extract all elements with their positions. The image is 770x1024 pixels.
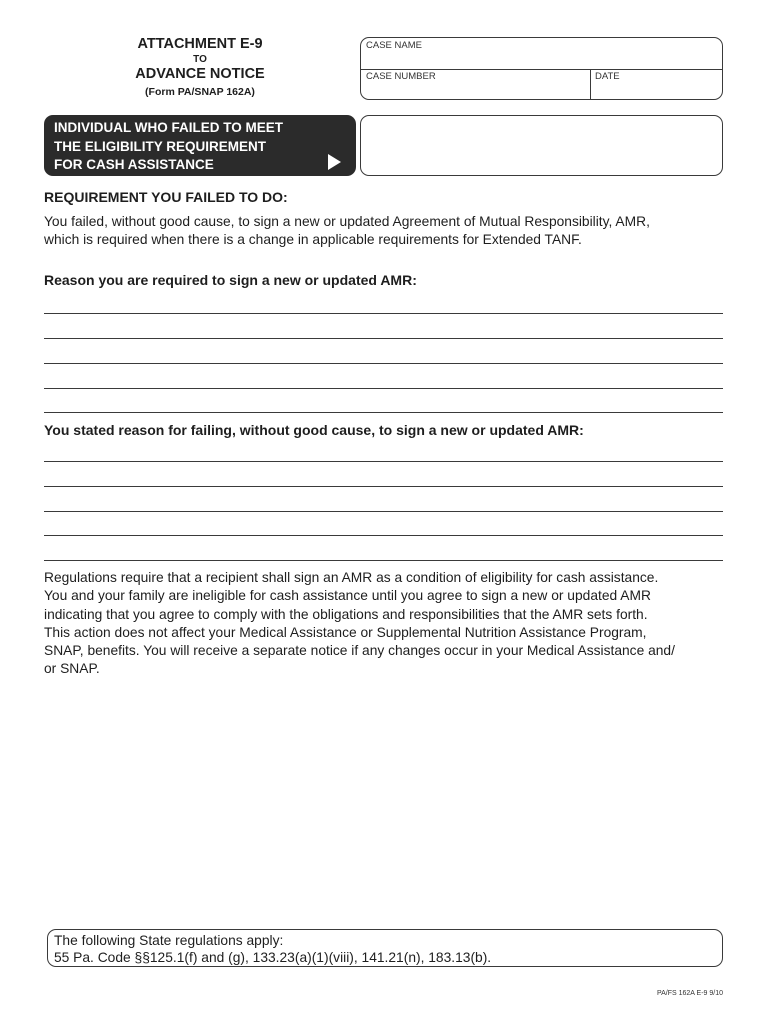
banner-line-2: THE ELIGIBILITY REQUIREMENT xyxy=(54,138,267,154)
state-regulations-line-2: 55 Pa. Code §§125.1(f) and (g), 133.23(a)(1)(viii), 141.21(n), 183.13(b). xyxy=(54,950,492,965)
stated-line-5 xyxy=(44,560,723,561)
play-arrow-icon xyxy=(328,154,341,170)
case-number-label: CASE NUMBER xyxy=(366,71,436,82)
reason-line-1 xyxy=(44,313,723,314)
regulations-line-4: This action does not affect your Medical Assistance or Supplemental Nutrition Assistance Program, xyxy=(44,624,647,640)
stated-line-4 xyxy=(44,535,723,536)
state-regulations-text xyxy=(54,932,491,966)
requirement-line-2: which is required when there is a change in applicable requirements for Extended TANF. xyxy=(44,232,582,248)
requirement-heading: REQUIREMENT YOU FAILED TO DO: xyxy=(44,189,288,205)
requirement-text xyxy=(44,213,734,250)
regulations-line-6: or SNAP. xyxy=(44,661,100,677)
stated-line-2 xyxy=(44,486,723,487)
case-box-divider xyxy=(361,69,722,70)
reason-line-4 xyxy=(44,388,723,389)
advance-notice-title: ADVANCE NOTICE xyxy=(135,66,265,82)
reason-line-3 xyxy=(44,363,723,364)
state-regulations-line-1: The following State regulations apply: xyxy=(54,933,284,948)
blank-entry-box xyxy=(360,115,723,176)
form-footer-code: PA/FS 162A E-9 9/10 xyxy=(656,990,723,997)
case-info-box xyxy=(360,37,723,100)
banner-line-3: FOR CASH ASSISTANCE xyxy=(54,157,214,172)
date-label: DATE xyxy=(595,71,620,82)
form-id: (Form PA/SNAP 162A) xyxy=(145,86,255,98)
requirement-line-1: You failed, without good cause, to sign a new or updated Agreement of Mutual Responsibility, AMR, xyxy=(44,214,650,229)
case-box-vertical-divider xyxy=(590,69,591,99)
reason-heading: Reason you are required to sign a new or updated AMR: xyxy=(44,272,417,288)
banner-text xyxy=(54,119,283,175)
regulations-line-2: You and your family are ineligible for cash assistance until you agree to sign a new or updated AMR xyxy=(44,588,651,604)
case-name-label: CASE NAME xyxy=(366,40,422,51)
regulations-line-1: Regulations require that a recipient shall sign an AMR as a condition of eligibility for cash assistance. xyxy=(44,570,659,585)
stated-line-1 xyxy=(44,461,723,462)
banner-line-1: INDIVIDUAL WHO FAILED TO MEET xyxy=(54,120,284,135)
reason-line-2 xyxy=(44,338,723,339)
reason-line-5 xyxy=(44,412,723,413)
regulations-line-3: indicating that you agree to comply with the obligations and responsibilities that the AMR sets forth. xyxy=(44,606,648,622)
stated-line-3 xyxy=(44,511,723,512)
to-label: TO xyxy=(193,54,207,65)
attachment-title: ATTACHMENT E-9 xyxy=(137,36,263,52)
regulations-paragraph xyxy=(44,569,734,679)
failure-banner xyxy=(44,115,356,176)
regulations-line-5: SNAP, benefits. You will receive a separate notice if any changes occur in your Medical Assistance and/ xyxy=(44,643,675,659)
stated-reason-heading: You stated reason for failing, without good cause, to sign a new or updated AMR: xyxy=(44,422,584,438)
